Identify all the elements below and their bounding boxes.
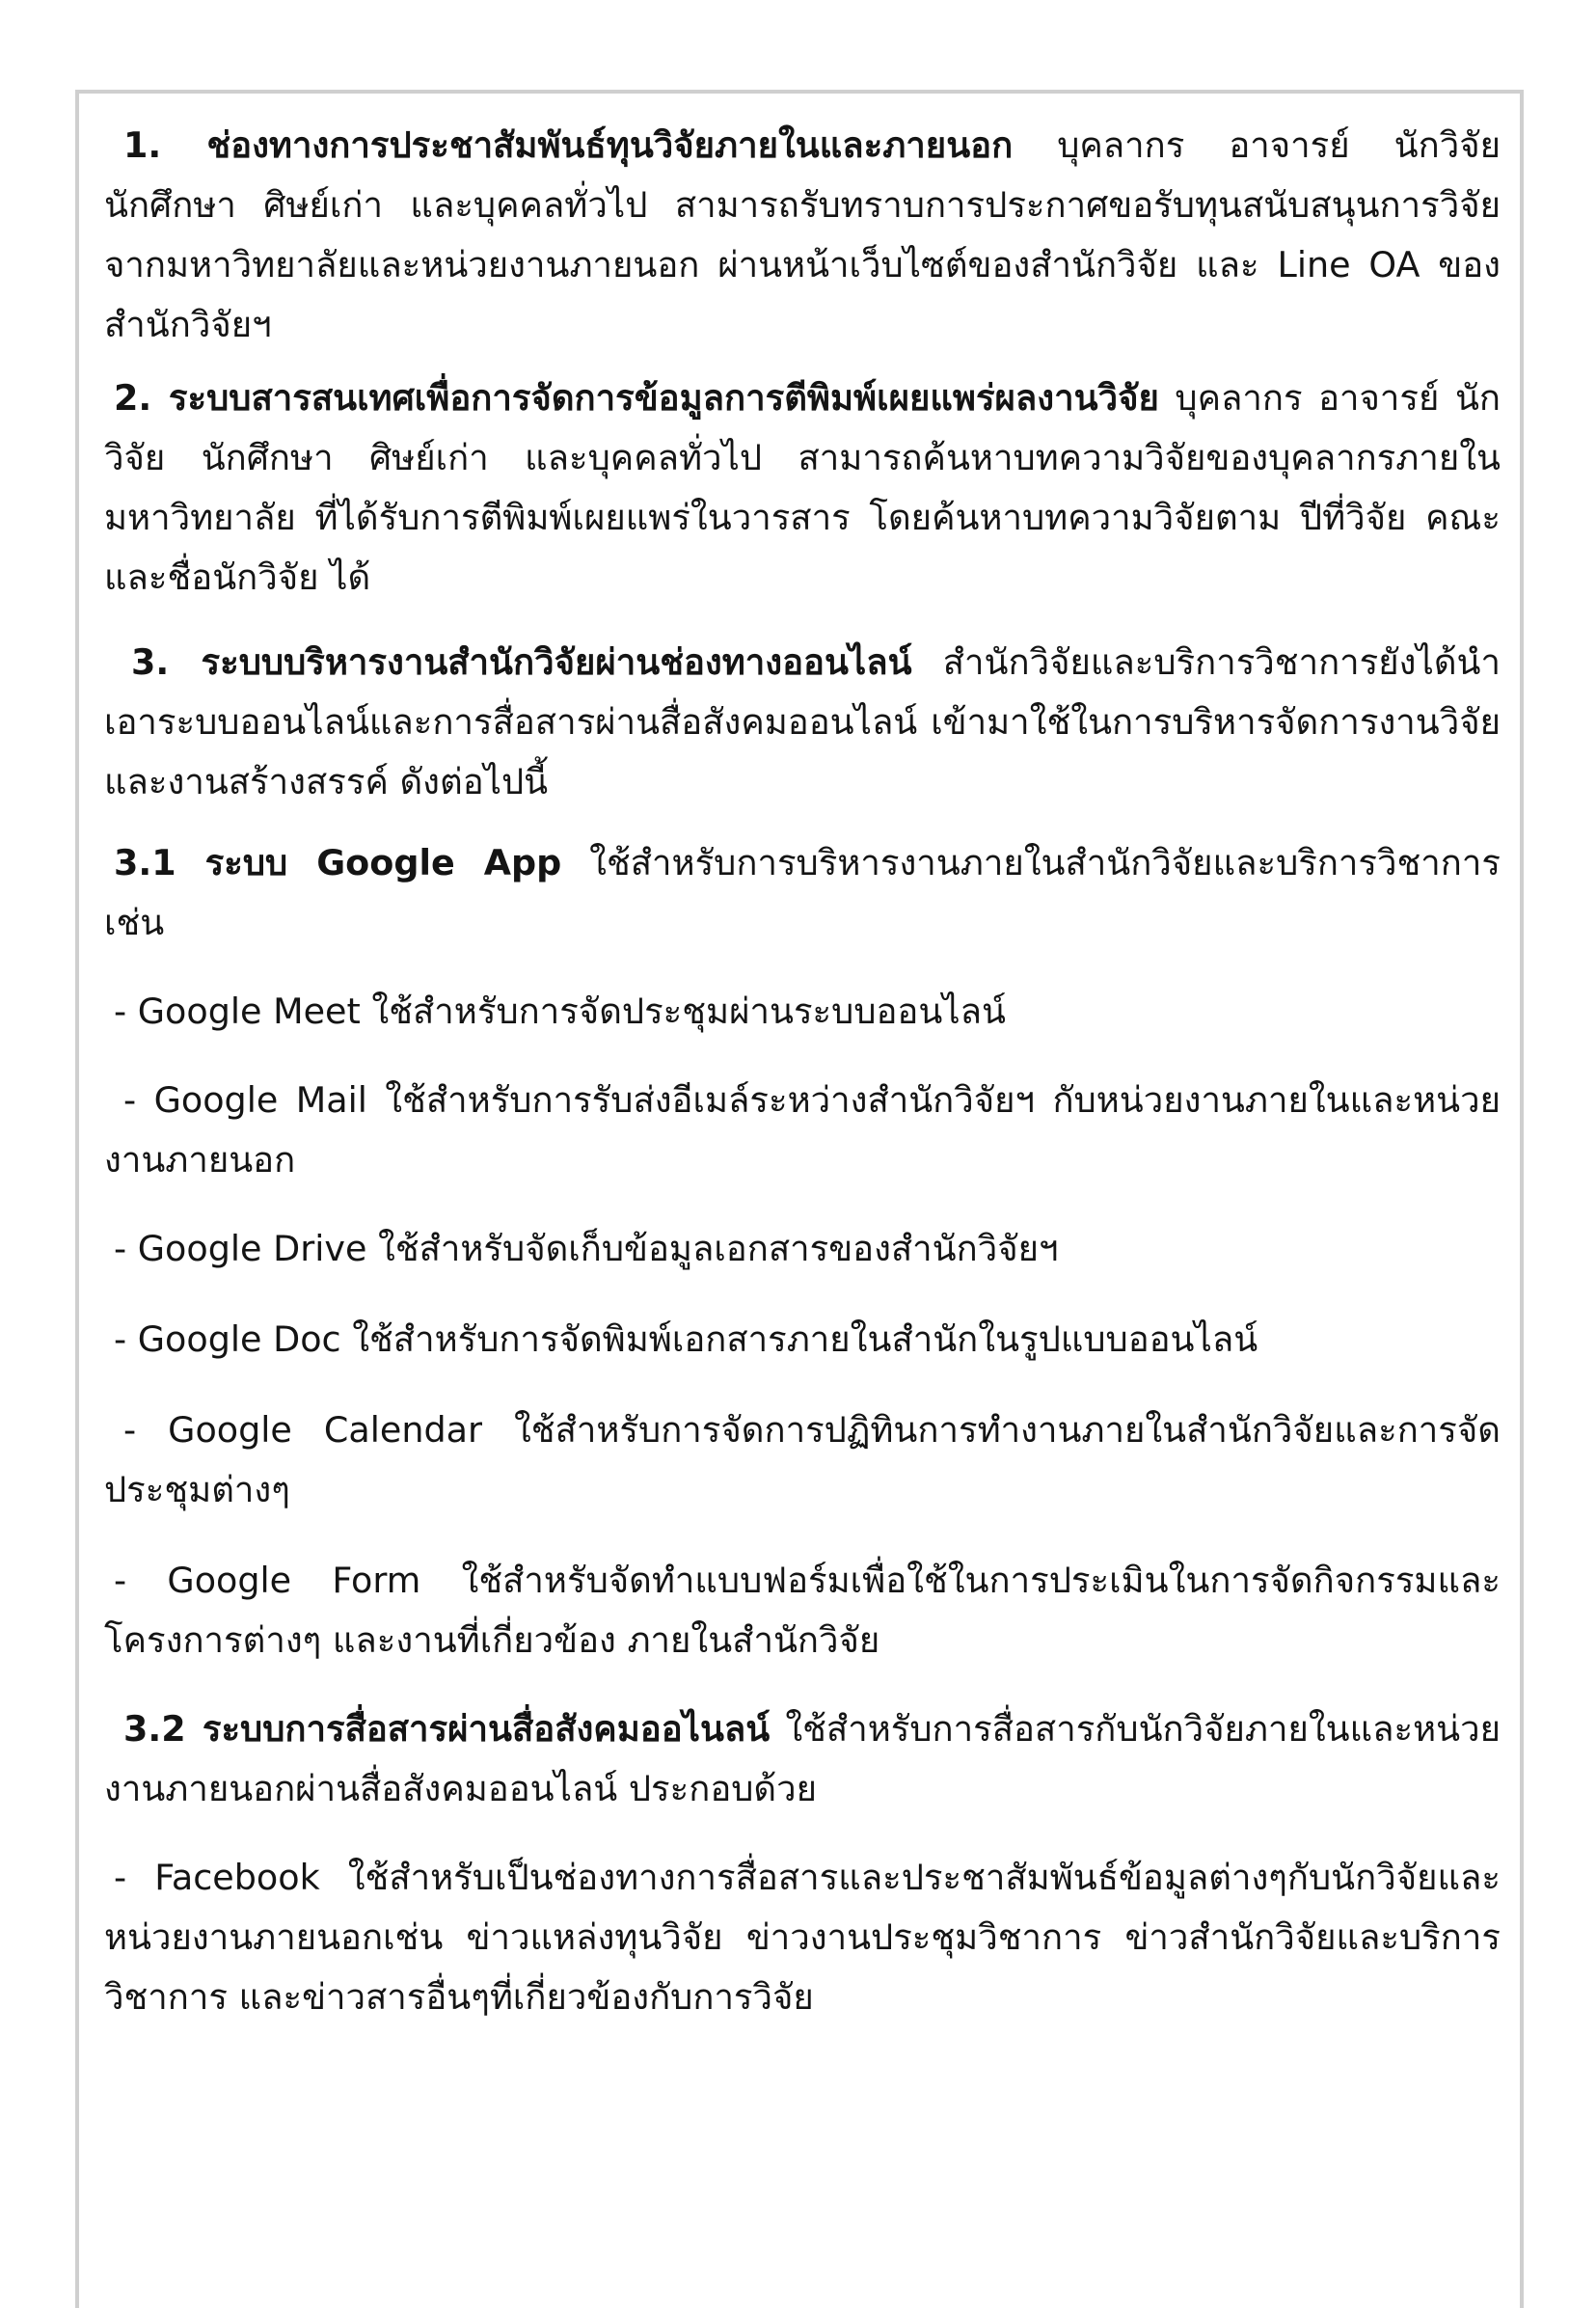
facebook-text: - Facebook ใช้สำหรับเป็นช่องทางการสื่อสารและประชาสัมพันธ์ข้อมูลต่างๆกับนักวิจัยและหน่วยงานภายนอกเช่น ข่าวแหล่งทุนวิจัย ข่าวงานประชุมวิชาการ ข่าวสำนักวิจัยและบริการวิชาการ และข่าวสารอื่นๆที่เกี่ยวข้องกับการวิจัย: [104, 1857, 1501, 2018]
section-3-1-heading: 3.1 ระบบ Google App: [114, 842, 562, 883]
section-2-paragraph: [104, 368, 1501, 608]
list-item-google-calendar: [104, 1400, 1501, 1520]
section-2-heading: 2. ระบบสารสนเทศเพื่อการจัดการข้อมูลการตีพิมพ์เผยแพร่ผลงานวิจัย: [114, 377, 1159, 419]
section-1-text: บุคลากร อาจารย์ นักวิจัย นักศึกษา ศิษย์เก่า และบุคคลทั่วไป สามารถรับทราบการประกาศขอรับทุนสนับสนุนการวิจัยจากมหาวิทยาลัยและหน่วยงานภายนอก ผ่านหน้าเว็บไซต์ของสำนักวิจัย และ Line OA ของสำนักวิจัยฯ: [104, 124, 1501, 345]
google-calendar-text: - Google Calendar ใช้สำหรับการจัดการปฏิทินการทำงานภายในสำนักวิจัยและการจัดประชุมต่างๆ: [104, 1409, 1501, 1510]
section-3-text: สำนักวิจัยและบริการวิชาการยังได้นำเอาระบบออนไลน์และการสื่อสารผ่านสื่อสังคมออนไลน์ เข้ามาใช้ในการบริหารจัดการงานวิจัยและงานสร้างสรรค์ ดังต่อไปนี้: [104, 641, 1501, 802]
list-item-google-doc: [104, 1310, 1501, 1370]
list-item-google-form: [104, 1551, 1501, 1670]
list-item-google-mail: [104, 1071, 1501, 1190]
section-3-2-heading: 3.2 ระบบการสื่อสารผ่านสื่อสังคมออไนลน์: [123, 1708, 771, 1750]
list-item-google-drive: [104, 1219, 1501, 1279]
google-drive-text: - Google Drive ใช้สำหรับจัดเก็บข้อมูลเอกสารของสำนักวิจัยฯ: [114, 1228, 1059, 1269]
section-3-2-paragraph: [104, 1699, 1501, 1819]
section-2-text: บุคลากร อาจารย์ นักวิจัย นักศึกษา ศิษย์เก่า และบุคคลทั่วไป สามารถค้นหาบทความวิจัยของบุคลากรภายในมหาวิทยาลัย ที่ได้รับการตีพิมพ์เผยแพร่ในวารสาร โดยค้นหาบทความวิจัยตาม ปีที่วิจัย คณะ และชื่อนักวิจัย ได้: [104, 377, 1501, 598]
google-meet-text: - Google Meet ใช้สำหรับการจัดประชุมผ่านระบบออนไลน์: [114, 991, 1006, 1032]
document-body: [104, 116, 1501, 2027]
google-mail-text: - Google Mail ใช้สำหรับการรับส่งอีเมล์ระหว่างสำนักวิจัยฯ กับหน่วยงานภายในและหน่วยงานภายนอก: [104, 1079, 1501, 1181]
section-3-1-paragraph: [104, 833, 1501, 953]
section-3-heading: 3. ระบบบริหารงานสำนักวิจัยผ่านช่องทางออนไลน์: [131, 641, 912, 683]
list-item-facebook: [104, 1848, 1501, 2027]
google-form-text: - Google Form ใช้สำหรับจัดทำแบบฟอร์มเพื่อใช้ในการประเมินในการจัดกิจกรรมและโครงการต่างๆ และงานที่เกี่ยวข้อง ภายในสำนักวิจัย: [104, 1560, 1501, 1661]
list-item-google-meet: [104, 982, 1501, 1042]
section-3-paragraph: [104, 633, 1501, 812]
section-3-1-text: ใช้สำหรับการบริหารงานภายในสำนักวิจัยและบริการวิชาการ เช่น: [104, 842, 1501, 943]
section-3-2-text: ใช้สำหรับการสื่อสารกับนักวิจัยภายในและหน่วยงานภายนอกผ่านสื่อสังคมออนไลน์ ประกอบด้วย: [104, 1708, 1501, 1809]
google-doc-text: - Google Doc ใช้สำหรับการจัดพิมพ์เอกสารภายในสำนักในรูปแบบออนไลน์: [114, 1318, 1258, 1360]
section-1-paragraph: [104, 116, 1501, 355]
section-1-heading: 1. ช่องทางการประชาสัมพันธ์ทุนวิจัยภายในและภายนอก: [123, 124, 1014, 166]
